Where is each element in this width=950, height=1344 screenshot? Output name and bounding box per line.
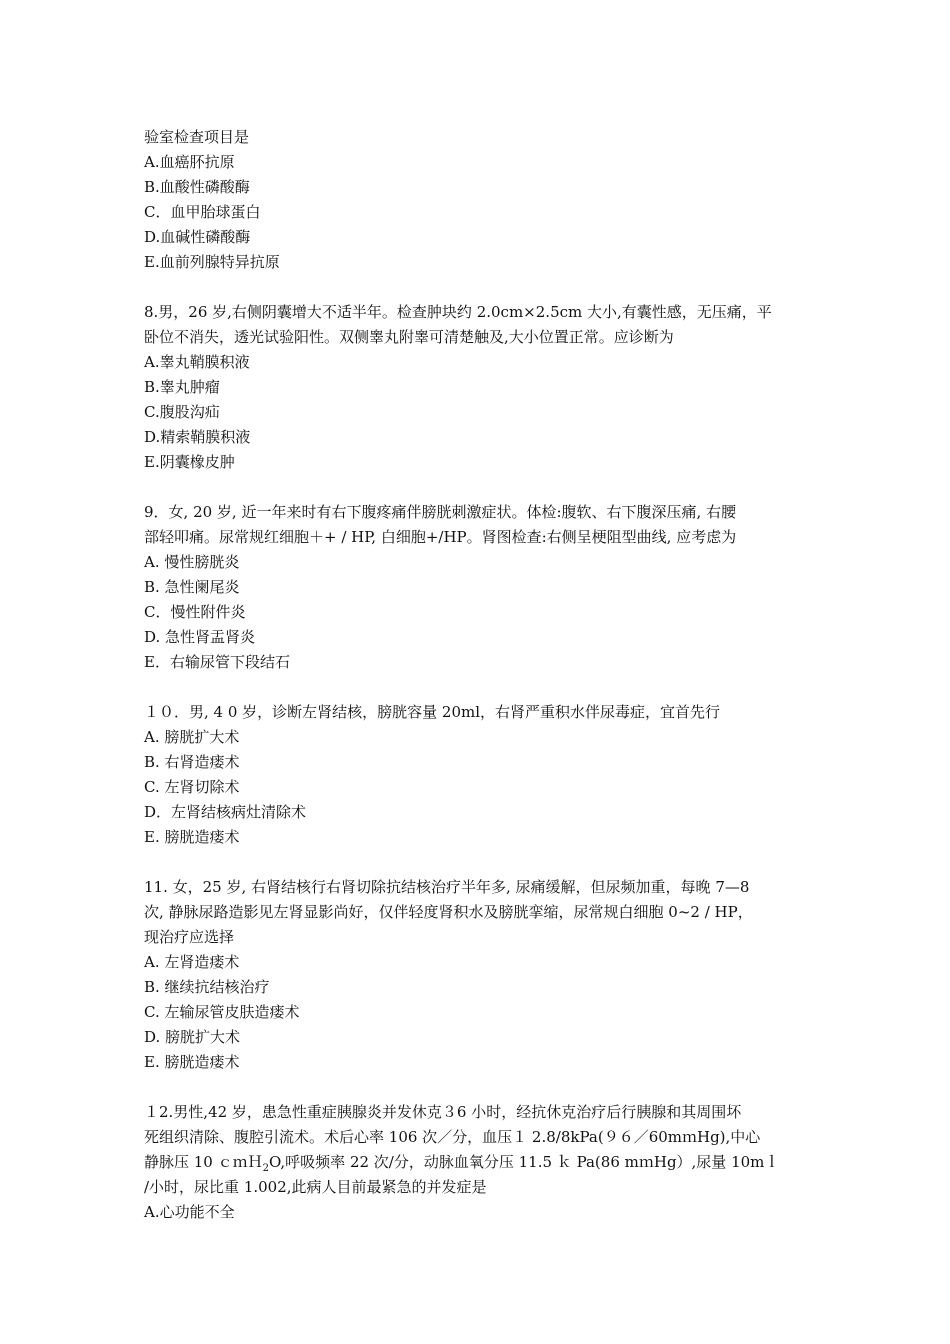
question-7 [144, 125, 809, 275]
question-stem-line: 次, 静脉尿路造影见左肾显影尚好，仅伴轻度肾积水及膀胱挛缩，尿常规白细胞 0~2 / HP， [144, 903, 753, 921]
question-9 [144, 500, 809, 675]
question-8 [144, 300, 809, 475]
paragraph-gap [144, 275, 809, 300]
question-stem-line [144, 1150, 809, 1175]
answer-option-e: E．右输尿管下段结石 [144, 653, 290, 671]
answer-option-d: D. 膀胱扩大术 [144, 1028, 241, 1046]
answer-option-b: B. 右肾造瘘术 [144, 753, 240, 771]
answer-option-a: A. 膀胱扩大术 [144, 728, 240, 746]
question-stem-line: 11. 女，25 岁, 右肾结核行右肾切除抗结核治疗半年多, 尿痛缓解，但尿频加重，每晚 7—8 [144, 878, 750, 896]
answer-option-a: A.血癌肧抗原 [144, 153, 235, 171]
paragraph-gap [144, 850, 809, 875]
answer-option-d: D. 急性肾盂肾炎 [144, 628, 256, 646]
question-stem-line: /小时，尿比重 1.002,此病人目前最紧急的并发症是 [144, 1178, 487, 1196]
answer-option-a: A. 左肾造瘘术 [144, 953, 240, 971]
paragraph-gap [144, 475, 809, 500]
question-stem-line: １2.男性,42 岁，患急性重症胰腺炎并发休克３6 小时，经抗休克治疗后行胰腺和其周围坏 [144, 1103, 742, 1121]
answer-option-e: E. 膀胱造瘘术 [144, 828, 240, 846]
subscript-text: 2 [262, 1163, 269, 1174]
answer-option-b: B. 急性阑尾炎 [144, 578, 240, 596]
question-stem-line: 8.男，26 岁,右侧阴囊增大不适半年。检查肿块约 2.0cm×2.5cm 大小,有囊性感，无压痛，平 [144, 303, 772, 321]
question-10 [144, 700, 809, 850]
answer-option-e: E. 膀胱造瘘术 [144, 1053, 240, 1071]
answer-option-a: A.心功能不全 [144, 1203, 235, 1221]
answer-option-c: C. 左肾切除术 [144, 778, 240, 796]
question-stem-line: 9．女, 20 岁, 近一年来时有右下腹疼痛伴膀胱刺激症状。体检:腹软、右下腹深压痛, 右腰 [144, 503, 737, 521]
question-stem-line: 现治疗应选择 [144, 928, 235, 946]
paragraph-gap [144, 1075, 809, 1100]
answer-option-a: A.睾丸鞘膜积液 [144, 353, 250, 371]
paragraph-gap [144, 675, 809, 700]
answer-option-a: A. 慢性膀胱炎 [144, 553, 240, 571]
answer-option-d: D.精索鞘膜积液 [144, 428, 251, 446]
question-stem-line: 死组织清除、腹腔引流术。术后心率 106 次／分，血压１ 2.8/8kPa(９６／60mｍHg),中心 [144, 1128, 761, 1146]
document-page [144, 125, 809, 1225]
question-12 [144, 1100, 809, 1225]
answer-option-b: B. 继续抗结核治疗 [144, 978, 270, 996]
question-stem-line: １０．男, 4 0 岁，诊断左肾结核，膀胱容量 20ml，右肾严重积水伴尿毒症，宜首先行 [144, 703, 721, 721]
answer-option-b: B.血酸性磷酸酶 [144, 178, 250, 196]
question-stem-line: 卧位不消失，透光试验阳性。双侧睾丸附睾可清楚触及,大小位置正常。应诊断为 [144, 328, 674, 346]
question-11 [144, 875, 809, 1075]
answer-option-d: D.血碱性磷酸酶 [144, 228, 251, 246]
answer-option-e: E.阴囊橡皮肿 [144, 453, 235, 471]
answer-option-e: E.血前列腺特异抗原 [144, 253, 280, 271]
stem-text: 静脉压 10 ｃｍＨ [144, 1153, 263, 1171]
question-stem-line: 验室检查项目是 [144, 128, 250, 146]
answer-option-c: C. 左输尿管皮肤造瘘术 [144, 1003, 300, 1021]
answer-option-b: B.睾丸肿瘤 [144, 378, 220, 396]
answer-option-c: C．血甲胎球蛋白 [144, 203, 261, 221]
stem-text: O,呼吸频率 22 次/分，动脉血氧分压 11.5 ｋ Pa(86 mｍHg）,尿量 10mｌ [269, 1153, 780, 1171]
answer-option-c: C．慢性附件炎 [144, 603, 246, 621]
answer-option-c: C.腹股沟疝 [144, 403, 220, 421]
question-stem-line: 部轻叩痛。尿常规红细胞＋+ / HP, 白细胞+/HP。肾图检查:右侧呈梗阻型曲线, 应考虑为 [144, 528, 737, 546]
answer-option-d: D．左肾结核病灶清除术 [144, 803, 307, 821]
